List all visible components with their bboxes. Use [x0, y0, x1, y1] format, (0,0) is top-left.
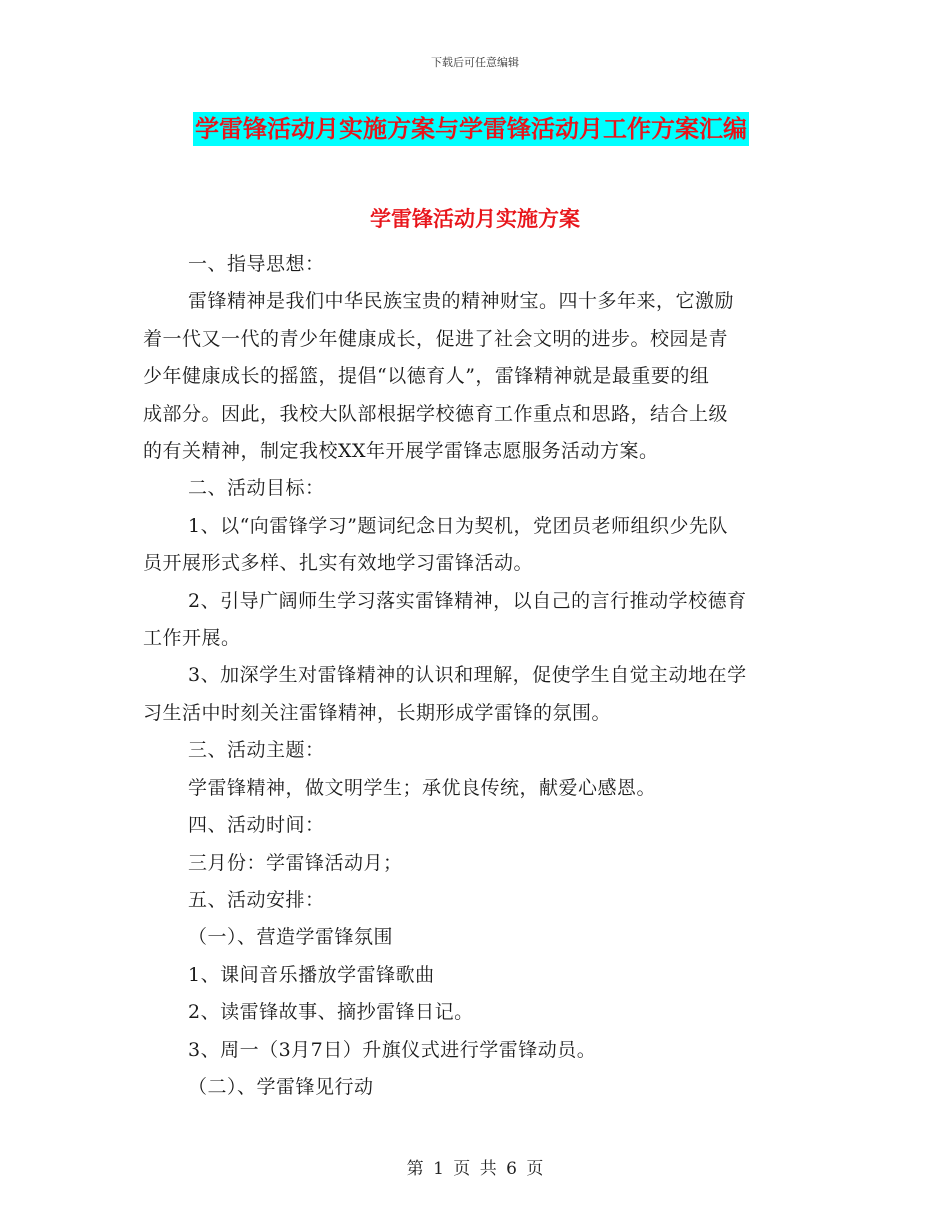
subheading-action: （二）、学雷锋见行动	[188, 1075, 374, 1098]
header-note: 下载后可任意编辑	[431, 56, 519, 69]
paragraph-line: 工作开展。	[143, 627, 241, 650]
paragraph-line: 雷锋精神是我们中华民族宝贵的精神财宝。四十多年来，它激励	[188, 290, 735, 313]
paragraph-line: 员开展形式多样、扎实有效地学习雷锋活动。	[143, 552, 534, 575]
paragraph-line: 的有关精神，制定我校XX年开展学雷锋志愿服务活动方案。	[143, 440, 659, 463]
page-footer: 第 1 页 共 6 页	[406, 1159, 544, 1179]
heading-activity-time: 四、活动时间：	[188, 814, 325, 837]
list-item: 3、周一（3月7日）升旗仪式进行学雷锋动员。	[188, 1038, 597, 1061]
paragraph-line: 三月份：学雷锋活动月；	[188, 851, 403, 874]
heading-activity-arrangement: 五、活动安排：	[188, 888, 325, 911]
list-item: 2、读雷锋故事、摘抄雷锋日记。	[188, 1001, 474, 1024]
section-title: 学雷锋活动月实施方案	[370, 207, 580, 231]
paragraph-line: 习生活中时刻关注雷锋精神，长期形成学雷锋的氛围。	[143, 701, 612, 724]
document-title: 学雷锋活动月实施方案与学雷锋活动月工作方案汇编	[193, 112, 749, 146]
paragraph-line: 2、引导广阔师生学习落实雷锋精神，以自己的言行推动学校德育	[188, 589, 747, 612]
heading-activity-goals: 二、活动目标：	[188, 477, 325, 500]
paragraph-line: 1、以“向雷锋学习”题词纪念日为契机，党团员老师组织少先队	[188, 514, 729, 537]
paragraph-line: 学雷锋精神，做文明学生；承优良传统，献爱心感恩。	[188, 776, 657, 799]
paragraph-line: 着一代又一代的青少年健康成长，促进了社会文明的进步。校园是青	[143, 327, 729, 350]
heading-activity-theme: 三、活动主题：	[188, 739, 325, 762]
document-body	[143, 246, 807, 1106]
heading-guiding-thought: 一、指导思想：	[188, 253, 325, 275]
paragraph-line: 3、加深学生对雷锋精神的认识和理解，促使学生自觉主动地在学	[188, 664, 747, 687]
paragraph-line: 少年健康成长的摇篮，提倡“以德育人”，雷锋精神就是最重要的组	[143, 365, 710, 388]
subheading-atmosphere: （一）、营造学雷锋氛围	[188, 926, 394, 949]
paragraph-line: 成部分。因此，我校大队部根据学校德育工作重点和思路，结合上级	[143, 402, 729, 425]
list-item: 1、课间音乐播放学雷锋歌曲	[188, 963, 435, 986]
